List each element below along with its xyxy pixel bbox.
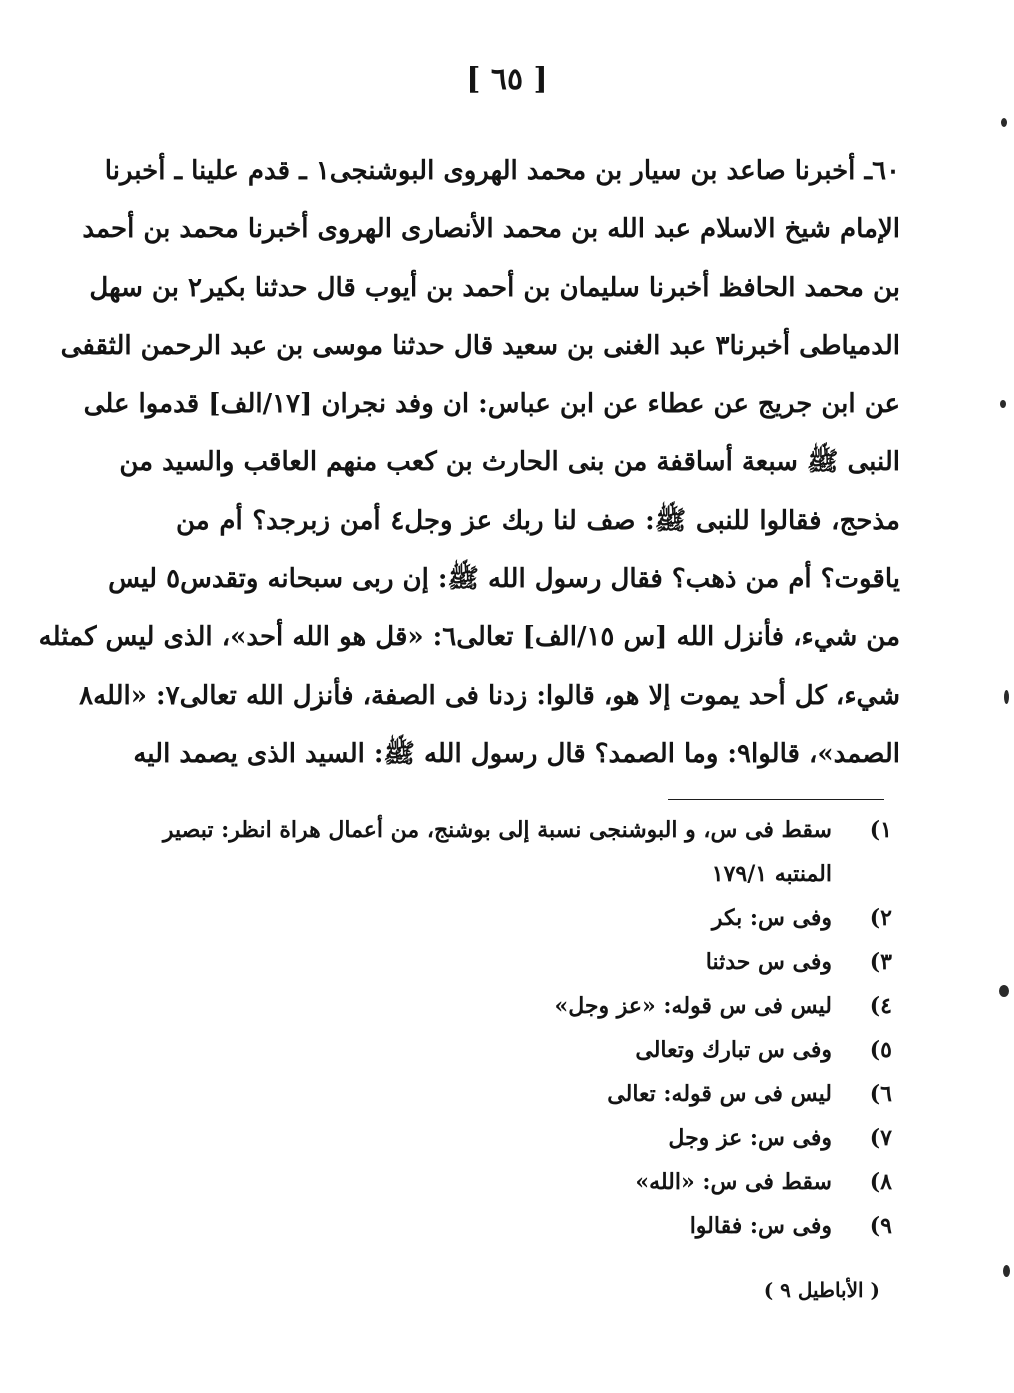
- scan-speck: [1003, 1265, 1010, 1277]
- footnote-item: [150, 808, 892, 896]
- footnote-item: [150, 1072, 892, 1116]
- footnote-text: وفى س: فقالوا: [689, 1213, 832, 1239]
- text-line: النبى ﷺ سبعة أساقفة من بنى الحارث بن كعب منهم العاقب والسيد من: [119, 447, 900, 478]
- footnote-line: سقط فى س، و البوشنجى نسبة إلى بوشنج، من أعمال هراة انظر: تبصير: [162, 817, 832, 843]
- footnote-item: [150, 940, 892, 984]
- footnote-divider: [668, 799, 884, 800]
- footnotes-list: [150, 808, 892, 1248]
- footnote-number: ٥): [869, 1037, 892, 1063]
- footnote-text: وفى س: بكر: [711, 905, 832, 931]
- signature-mark: ( الأباطيل ٩ ): [763, 1278, 880, 1302]
- footnote-text: سقط فى س: «الله»: [635, 1169, 832, 1195]
- footnote-text: ليس فى س قوله: «عز وجل»: [554, 993, 832, 1019]
- text-line: الصمد»، قالوا٩: وما الصمد؟ قال رسول الله ﷺ: السيد الذى يصمد اليه: [133, 738, 900, 769]
- hadith-text: [38, 142, 900, 783]
- scan-speck: [1000, 400, 1006, 408]
- scan-speck: [1001, 118, 1007, 127]
- footnote-item: [150, 896, 892, 940]
- footnote-item: [150, 1116, 892, 1160]
- scan-speck: [1004, 690, 1009, 704]
- footnote-number: ٣): [869, 949, 892, 975]
- text-line: ٦٠ـ أخبرنا صاعد بن سيار بن محمد الهروى البوشنجى١ ـ قدم علينا ـ أخبرنا: [104, 156, 900, 186]
- scan-speck: [999, 985, 1009, 997]
- text-line: شيء، كل أحد يموت إلا هو، قالوا: زدنا فى الصفة، فأنزل الله تعالى٧: «الله٨: [79, 680, 900, 711]
- footnote-number: ١): [869, 817, 892, 843]
- footnote-item: [150, 1160, 892, 1204]
- footnote-text: [150, 808, 832, 896]
- footnote-item: [150, 984, 892, 1028]
- footnote-text: وفى س حدثنا: [705, 949, 832, 975]
- footnote-number: ٦): [869, 1081, 892, 1107]
- text-line: بن محمد الحافظ أخبرنا سليمان بن أحمد بن أيوب قال حدثنا بكير٢ بن سهل: [89, 272, 900, 303]
- footnote-number: ٢): [869, 905, 892, 931]
- text-line: عن ابن جريج عن عطاء عن ابن عباس: ان وفد نجران [١٧/الف] قدموا على: [83, 389, 900, 420]
- footnote-line: المنتبه ١٧٩/١: [711, 861, 832, 887]
- text-line: مذحج، فقالوا للنبى ﷺ: صف لنا ربك عز وجل٤ أمن زبرجد؟ أم من: [176, 505, 900, 536]
- text-line: الإمام شيخ الاسلام عبد الله بن محمد الأنصارى الهروى أخبرنا محمد بن أحمد: [82, 214, 900, 245]
- footnote-text: وفى س: عز وجل: [668, 1125, 832, 1151]
- footnote-text: ليس فى س قوله: تعالى: [607, 1081, 832, 1107]
- footnote-item: [150, 1204, 892, 1248]
- footnote-number: ٧): [869, 1125, 892, 1151]
- footnote-number: ٤): [869, 993, 892, 1019]
- footnote-number: ٩): [869, 1213, 892, 1239]
- page-number: [ ٦٥ ]: [466, 62, 548, 97]
- text-line: ياقوت؟ أم من ذهب؟ فقال رسول الله ﷺ: إن ربى سبحانه وتقدس٥ ليس: [108, 564, 900, 595]
- footnote-item: [150, 1028, 892, 1072]
- text-line: الدمياطى أخبرنا٣ عبد الغنى بن سعيد قال حدثنا موسى بن عبد الرحمن الثقفى: [60, 330, 900, 361]
- footnote-text: وفى س تبارك وتعالى: [635, 1037, 832, 1063]
- text-line: من شيء، فأنزل الله [س ١٥/الف] تعالى٦: «قل هو الله أحد»، الذى ليس كمثله: [38, 622, 900, 653]
- footnote-number: ٨): [869, 1169, 892, 1195]
